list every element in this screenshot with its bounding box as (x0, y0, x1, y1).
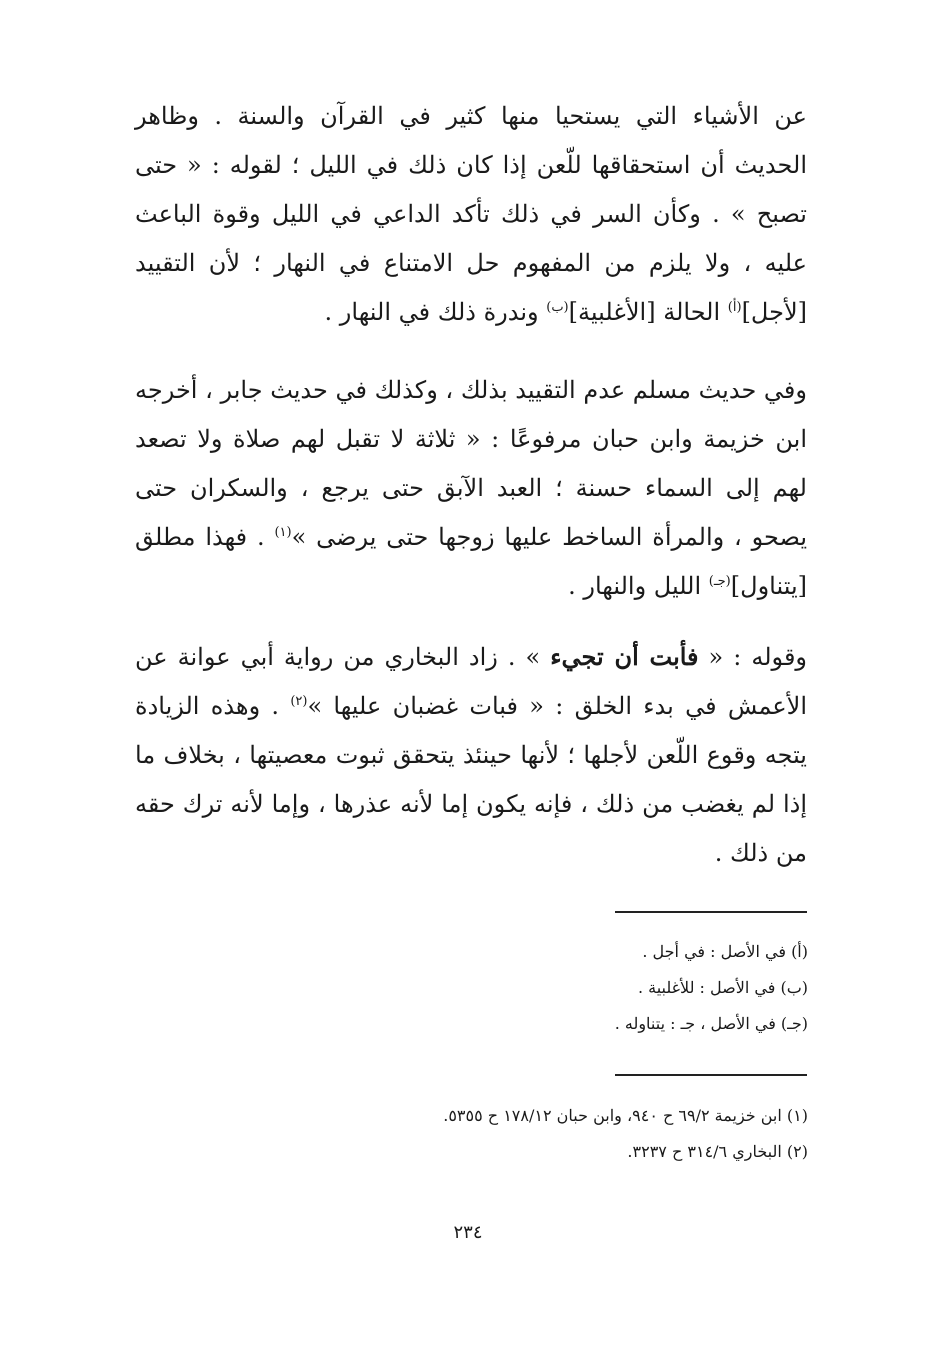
note-marker-a: (أ) (727, 300, 742, 315)
quoted-phrase: فأبت أن تجيء (550, 642, 699, 671)
paragraph-2-text-c: الليل والنهار . (568, 572, 709, 600)
paragraph-1 (135, 92, 807, 337)
footnotes (168, 1098, 808, 1170)
footnote-divider (615, 1074, 807, 1076)
paragraph-3-text-c: . وهذه الزيادة يتجه وقوع اللّعن لأجلها ؛ لأنها حينئذ يتحقق ثبوت معصيتها ، بخلاف ما إذا لم يغضب من ذلك ، فإنه يكون إما لأنه عذرها ، وإما لأنه ترك حقه من ذلك . (135, 692, 807, 867)
paragraph-1-text-c: وندرة ذلك في النهار . (324, 298, 547, 326)
paragraph-2 (135, 366, 807, 611)
note-marker-c: (جـ) (708, 574, 731, 589)
footnote: (١) ابن خزيمة ٦٩/٢ ح ٩٤٠، وابن حبان ١٧٨/١٢ ح ٥٣٥٥. (443, 1106, 808, 1125)
paragraph-2-text-b: . فهذا مطلق [يتناول] (135, 523, 807, 600)
footnote-marker-2: (٢) (290, 694, 308, 709)
paragraph-2-text-a: وفي حديث مسلم عدم التقييد بذلك ، وكذلك في حديث جابر ، أخرجه ابن خزيمة وابن حبان مرفوعًا : « ثلاثة لا تقبل لهم صلاة ولا تصعد لهم إلى السماء حسنة ؛ العبد الآبق حتى يرجع ، والسكران حتى يصحو ، والمرأة الساخط عليها زوجها حتى يرضى » (135, 376, 807, 551)
apparatus-divider (615, 911, 807, 913)
paragraph-3-text-a: وقوله : « (698, 643, 808, 671)
paragraph-1-text-a: عن الأشياء التي يستحيا منها كثير في القرآن والسنة . وظاهر الحديث أن استحقاقها للّعن إذا كان ذلك في الليل ؛ لقوله : « حتى تصبح » . وكأن السر في ذلك تأكد الداعي في الليل وقوة الباعث عليه ، ولا يلزم من المفهوم حل الامتناع في النهار ؛ لأن التقييد [لأجل] (135, 102, 807, 326)
note-marker-b: (ب) (546, 300, 569, 315)
apparatus-note: (ب) في الأصل : للأغلبية . (637, 978, 808, 997)
apparatus-notes (168, 934, 808, 1042)
page-number: ٢٣٤ (453, 1222, 483, 1243)
apparatus-note: (أ) في الأصل : في أجل . (642, 942, 808, 961)
footnote: (٢) البخاري ٣١٤/٦ ح ٣٢٣٧. (627, 1142, 808, 1161)
paragraph-3 (135, 632, 807, 878)
paragraph-3-text-b: » . زاد البخاري من رواية أبي عوانة عن الأعمش في بدء الخلق : « فبات غضبان عليها » (135, 643, 807, 720)
apparatus-note: (جـ) في الأصل ، جـ : يتناوله . (614, 1014, 808, 1033)
footnote-marker-1: (١) (274, 525, 292, 540)
paragraph-1-text-b: الحالة [الأغلبية] (568, 298, 728, 326)
